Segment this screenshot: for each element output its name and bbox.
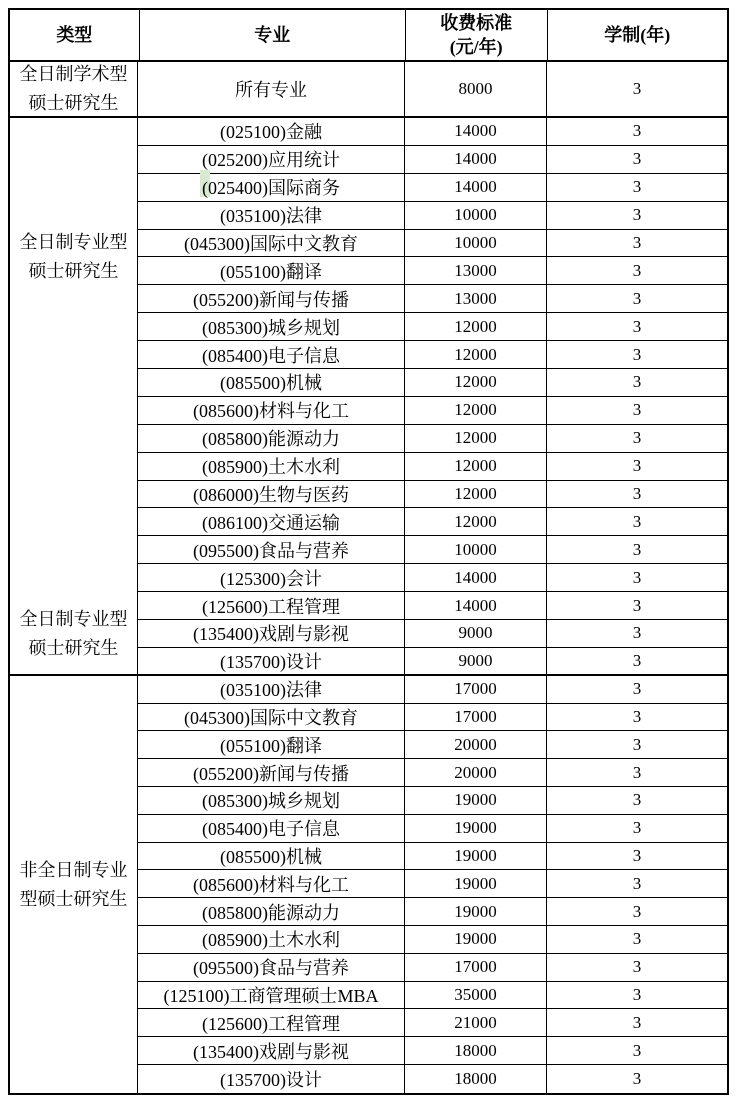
major-text: (095500)食品与营养 — [193, 540, 349, 561]
duration-cell: 3 — [632, 484, 642, 504]
major-text: (085500)机械 — [220, 846, 322, 867]
fee-cell: 10000 — [405, 536, 547, 563]
major-cell — [138, 787, 405, 814]
rows-column — [138, 62, 727, 1093]
major-text: (086000)生物与医药 — [193, 485, 349, 506]
duration-cell: 3 — [632, 567, 642, 587]
table-row — [138, 397, 727, 425]
duration-cell: 3 — [632, 595, 642, 615]
fee-cell: 12000 — [405, 341, 547, 368]
fee-cell: 19000 — [405, 870, 547, 897]
fee-cell: 14000 — [405, 146, 547, 173]
table-row — [138, 118, 727, 146]
major-text: (085300)城乡规划 — [202, 317, 340, 338]
table-row — [138, 369, 727, 397]
duration-cell: 3 — [632, 79, 642, 98]
table-row — [138, 481, 727, 509]
major-text: (025200)应用统计 — [202, 150, 340, 171]
header-cell-major — [140, 10, 406, 60]
major-cell — [138, 898, 405, 925]
duration-cell: 3 — [632, 984, 642, 1004]
major-text: (125100)工商管理硕士MBA — [163, 985, 379, 1006]
major-cell — [138, 1065, 405, 1093]
major-cell — [138, 926, 405, 953]
type-label-line: 硕士研究生 — [28, 261, 119, 281]
major-text: (135400)戏剧与影视 — [193, 624, 349, 645]
duration-cell: 3 — [632, 762, 642, 782]
major-cell — [138, 1037, 405, 1064]
table-row — [138, 313, 727, 341]
fee-cell: 12000 — [405, 313, 547, 340]
fee-cell: 18000 — [405, 1037, 547, 1064]
table-row — [138, 982, 727, 1010]
major-cell — [138, 425, 405, 452]
table-row — [138, 62, 727, 118]
header-major-label: 专业 — [254, 25, 291, 45]
duration-cell: 3 — [632, 707, 642, 726]
major-text: (085800)能源动力 — [202, 429, 340, 450]
duration-cell: 3 — [632, 1040, 642, 1060]
major-cell — [138, 982, 405, 1009]
duration-cell: 3 — [632, 400, 642, 420]
table-row — [138, 648, 727, 676]
major-cell — [138, 536, 405, 563]
major-cell — [138, 815, 405, 842]
major-cell — [138, 620, 405, 647]
table-row — [138, 676, 727, 704]
major-text: (055100)翻译 — [220, 735, 322, 756]
type-label-line: 全日制学术型 — [19, 64, 128, 84]
major-cell — [138, 508, 405, 535]
major-text: (125600)工程管理 — [202, 596, 340, 617]
duration-cell: 3 — [632, 1012, 642, 1032]
table-row — [138, 174, 727, 202]
fee-cell: 19000 — [405, 815, 547, 842]
major-text: (135700)设计 — [220, 1069, 322, 1090]
fee-cell: 17000 — [405, 704, 547, 731]
duration-cell: 3 — [632, 149, 642, 169]
major-cell — [138, 313, 405, 340]
type-cell-parttime-professional — [10, 676, 137, 1093]
duration-cell: 3 — [632, 873, 642, 893]
duration-cell: 3 — [632, 121, 642, 141]
major-text: (086100)交通运输 — [202, 512, 340, 533]
table-row — [138, 257, 727, 285]
major-text: (085600)材料与化工 — [193, 874, 349, 895]
duration-cell: 3 — [632, 344, 642, 364]
duration-cell: 3 — [632, 623, 642, 643]
duration-cell: 3 — [632, 428, 642, 448]
table-row — [138, 285, 727, 313]
major-text: (125600)工程管理 — [202, 1013, 340, 1034]
major-cell — [138, 453, 405, 480]
table-row — [138, 425, 727, 453]
major-text: (085400)电子信息 — [202, 819, 340, 840]
duration-cell: 3 — [632, 205, 642, 225]
major-text: (085600)材料与化工 — [193, 401, 349, 422]
table-row — [138, 536, 727, 564]
major-cell — [138, 285, 405, 312]
major-cell — [138, 731, 405, 758]
fee-cell: 19000 — [405, 898, 547, 925]
type-label-line: 全日制专业型 — [19, 232, 128, 252]
fee-cell: 12000 — [405, 508, 547, 535]
tuition-fee-table — [8, 8, 729, 1095]
table-row — [138, 341, 727, 369]
fee-cell: 20000 — [405, 759, 547, 786]
major-cell — [138, 843, 405, 870]
duration-cell: 3 — [632, 679, 642, 699]
duration-cell: 3 — [632, 539, 642, 559]
header-fee-label-line1: 收费标准 — [440, 13, 513, 33]
fee-cell: 12000 — [405, 453, 547, 480]
table-row — [138, 759, 727, 787]
type-label-line: 非全日制专业 — [19, 859, 128, 880]
duration-cell: 3 — [632, 650, 642, 670]
table-row — [138, 1065, 727, 1093]
table-row — [138, 954, 727, 982]
fee-cell: 17000 — [405, 954, 547, 981]
major-text: (035100)法律 — [220, 680, 322, 701]
major-cell — [138, 202, 405, 229]
table-row — [138, 731, 727, 759]
fee-cell: 20000 — [405, 731, 547, 758]
major-text: (085900)土木水利 — [202, 457, 340, 478]
duration-cell: 3 — [632, 929, 642, 949]
major-text: (135400)戏剧与影视 — [193, 1041, 349, 1062]
header-cell-duration — [548, 10, 728, 60]
major-cell — [138, 257, 405, 284]
header-type-label: 类型 — [56, 25, 93, 45]
type-label-line: 型硕士研究生 — [19, 888, 128, 909]
duration-cell: 3 — [632, 1068, 642, 1088]
fee-cell: 13000 — [405, 257, 547, 284]
major-text: (085900)土木水利 — [202, 930, 340, 951]
major-cell — [138, 564, 405, 591]
duration-cell: 3 — [632, 177, 642, 197]
fee-cell: 19000 — [405, 843, 547, 870]
major-text: (055200)新闻与传播 — [193, 763, 349, 784]
major-cell — [138, 146, 405, 173]
major-cell — [138, 118, 405, 145]
major-text: (125300)会计 — [220, 568, 322, 589]
duration-cell: 3 — [632, 734, 642, 754]
type-cell-fulltime-professional — [10, 118, 137, 676]
major-text: (085300)城乡规划 — [202, 791, 340, 812]
major-cell — [138, 397, 405, 424]
major-cell — [138, 481, 405, 508]
type-label-block — [10, 605, 137, 663]
header-fee-label-line2: (元/年) — [449, 37, 503, 57]
type-label-line: 硕士研究生 — [28, 93, 119, 113]
duration-cell: 3 — [632, 288, 642, 308]
major-text: (045300)国际中文教育 — [184, 708, 358, 728]
major-cell — [138, 1009, 405, 1036]
major-text: (055100)翻译 — [220, 261, 322, 282]
fee-cell: 19000 — [405, 926, 547, 953]
table-row — [138, 926, 727, 954]
major-text: (085400)电子信息 — [202, 345, 340, 366]
major-text: (085500)机械 — [220, 373, 322, 394]
duration-cell: 3 — [632, 511, 642, 531]
table-row — [138, 620, 727, 648]
table-row — [138, 870, 727, 898]
major-text: (055200)新闻与传播 — [193, 289, 349, 310]
fee-cell: 9000 — [405, 620, 547, 647]
major-cell — [138, 648, 405, 674]
fee-cell: 10000 — [405, 202, 547, 229]
type-label-line: 硕士研究生 — [28, 638, 119, 658]
duration-cell: 3 — [632, 790, 642, 810]
duration-cell: 3 — [632, 316, 642, 336]
table-row — [138, 843, 727, 871]
table-row — [138, 787, 727, 815]
fee-cell: 14000 — [405, 592, 547, 619]
table-row — [138, 146, 727, 174]
table-row — [138, 592, 727, 620]
header-duration-label: 学制(年) — [604, 25, 671, 45]
fee-cell: 12000 — [405, 481, 547, 508]
major-cell — [138, 704, 405, 731]
major-cell — [138, 62, 405, 116]
major-cell — [138, 676, 405, 703]
table-row — [138, 704, 727, 732]
type-column — [10, 62, 138, 1093]
table-row — [138, 230, 727, 258]
table-row — [138, 202, 727, 230]
section-parttime-professional-rows — [138, 676, 727, 1093]
duration-cell: 3 — [632, 372, 642, 392]
major-cell — [138, 592, 405, 619]
major-text: (035100)法律 — [220, 206, 322, 227]
fee-cell: 17000 — [405, 676, 547, 703]
type-label-block — [10, 228, 137, 286]
major-text: (135700)设计 — [220, 651, 322, 672]
fee-cell: 18000 — [405, 1065, 547, 1093]
table-row — [138, 1009, 727, 1037]
fee-cell: 19000 — [405, 787, 547, 814]
duration-cell: 3 — [632, 901, 642, 921]
duration-cell: 3 — [632, 233, 642, 252]
major-text: (025100)金融 — [220, 122, 322, 143]
major-cell — [138, 174, 405, 201]
major-text: (025400)国际商务 — [202, 174, 340, 200]
section-fulltime-professional-rows — [138, 118, 727, 676]
fee-cell: 12000 — [405, 369, 547, 396]
duration-cell: 3 — [632, 456, 642, 476]
table-row — [138, 453, 727, 481]
table-row — [138, 508, 727, 536]
major-text: (085800)能源动力 — [202, 902, 340, 923]
fee-cell: 35000 — [405, 982, 547, 1009]
header-cell-fee — [406, 10, 548, 60]
fee-cell: 14000 — [405, 174, 547, 201]
major-text: (095500)食品与营养 — [193, 958, 349, 979]
major-cell — [138, 369, 405, 396]
table-row — [138, 898, 727, 926]
fee-cell: 21000 — [405, 1009, 547, 1036]
major-cell — [138, 870, 405, 897]
table-row — [138, 815, 727, 843]
table-row — [138, 1037, 727, 1065]
duration-cell: 3 — [632, 260, 642, 280]
table-row — [138, 564, 727, 592]
major-text: (045300)国际中文教育 — [184, 234, 358, 254]
duration-cell: 3 — [632, 818, 642, 838]
fee-cell: 9000 — [405, 648, 547, 674]
type-label-line: 全日制专业型 — [19, 609, 128, 629]
duration-cell: 3 — [632, 957, 642, 977]
fee-cell: 10000 — [405, 230, 547, 257]
table-body — [10, 62, 727, 1093]
major-cell — [138, 230, 405, 257]
major-cell — [138, 341, 405, 368]
fee-cell: 12000 — [405, 425, 547, 452]
fee-cell: 13000 — [405, 285, 547, 312]
duration-cell: 3 — [632, 845, 642, 865]
header-cell-type — [10, 10, 140, 60]
header-row — [10, 10, 727, 62]
type-cell-fulltime-academic — [10, 62, 137, 118]
fee-cell: 12000 — [405, 397, 547, 424]
major-cell — [138, 759, 405, 786]
major-text: 所有专业 — [235, 80, 307, 100]
fee-cell: 14000 — [405, 564, 547, 591]
major-cell — [138, 954, 405, 981]
fee-cell: 8000 — [405, 62, 547, 116]
fee-cell: 14000 — [405, 118, 547, 145]
